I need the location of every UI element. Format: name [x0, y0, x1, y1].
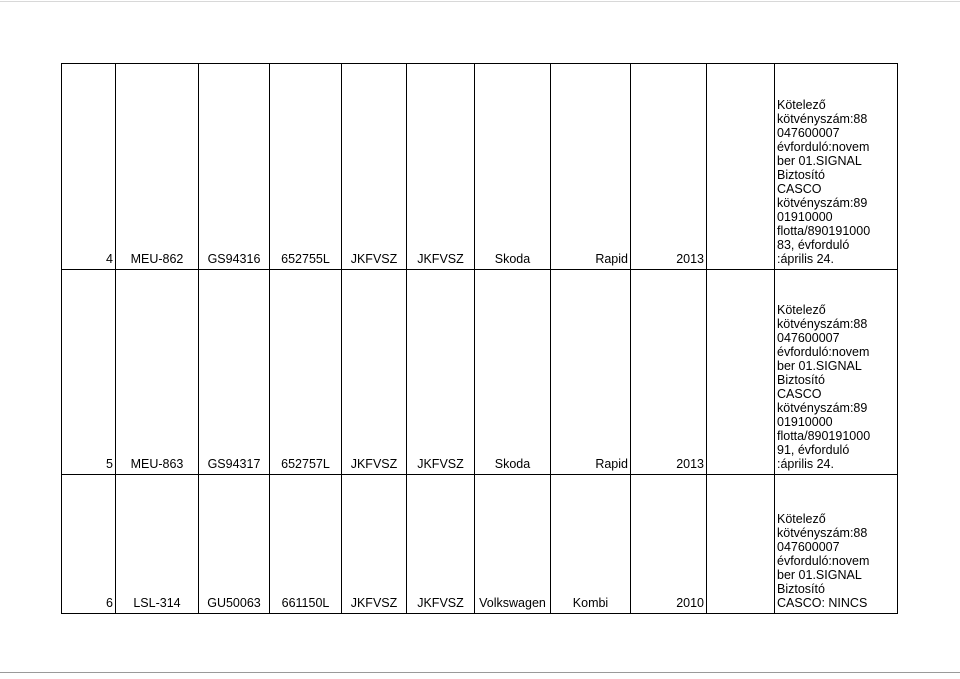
note-line: ber 01.SIGNAL — [777, 568, 862, 582]
note-line: CASCO: NINCS — [777, 596, 868, 610]
note-line: 01910000 — [777, 210, 833, 224]
owner: JKFVSZ — [342, 64, 407, 270]
note-line: Biztosító — [777, 373, 825, 387]
manufacture-year: 2013 — [631, 270, 707, 475]
registration-code: GU50063 — [199, 475, 270, 614]
serial-number: 661150L — [270, 475, 342, 614]
row-number: 4 — [62, 64, 116, 270]
owner: JKFVSZ — [342, 270, 407, 475]
note-line: Kötelező — [777, 512, 826, 526]
table-row — [62, 475, 898, 614]
note-line: flotta/890191000 — [777, 429, 871, 443]
vehicle-model: Kombi — [551, 475, 631, 614]
table-row — [62, 270, 898, 475]
note-line: évforduló:novem — [777, 345, 870, 359]
note-line: :április 24. — [777, 252, 834, 266]
empty-cell — [707, 64, 775, 270]
operator: JKFVSZ — [407, 475, 475, 614]
vehicle-make: Volkswagen — [475, 475, 551, 614]
note-line: 047600007 — [777, 126, 840, 140]
note-line: 01910000 — [777, 415, 833, 429]
note-line: kötvényszám:89 — [777, 196, 868, 210]
manufacture-year: 2010 — [631, 475, 707, 614]
owner: JKFVSZ — [342, 475, 407, 614]
license-plate: LSL-314 — [116, 475, 199, 614]
row-number: 5 — [62, 270, 116, 475]
note-line: évforduló:novem — [777, 140, 870, 154]
note-line: flotta/890191000 — [777, 224, 871, 238]
note-line: kötvényszám:89 — [777, 401, 868, 415]
empty-cell — [707, 270, 775, 475]
vehicle-table — [61, 63, 898, 614]
license-plate: MEU-863 — [116, 270, 199, 475]
operator: JKFVSZ — [407, 64, 475, 270]
note-line: Kötelező — [777, 98, 826, 112]
note-line: ber 01.SIGNAL — [777, 154, 862, 168]
note-line: 83, évforduló — [777, 238, 850, 252]
note-line: 91, évforduló — [777, 443, 850, 457]
table-row — [62, 64, 898, 270]
note-line: 047600007 — [777, 540, 840, 554]
vehicle-model: Rapid — [551, 64, 631, 270]
manufacture-year: 2013 — [631, 64, 707, 270]
note-line: kötvényszám:88 — [777, 317, 868, 331]
license-plate: MEU-862 — [116, 64, 199, 270]
vehicle-make: Skoda — [475, 270, 551, 475]
registration-code: GS94316 — [199, 64, 270, 270]
row-number: 6 — [62, 475, 116, 614]
note-line: Kötelező — [777, 303, 826, 317]
scan-bottom-line — [0, 672, 960, 673]
vehicle-model: Rapid — [551, 270, 631, 475]
note-line: évforduló:novem — [777, 554, 870, 568]
serial-number: 652757L — [270, 270, 342, 475]
insurance-note — [775, 475, 898, 614]
note-line: 047600007 — [777, 331, 840, 345]
empty-cell — [707, 475, 775, 614]
note-line: Biztosító — [777, 582, 825, 596]
registration-code: GS94317 — [199, 270, 270, 475]
serial-number: 652755L — [270, 64, 342, 270]
note-line: Biztosító — [777, 168, 825, 182]
vehicle-make: Skoda — [475, 64, 551, 270]
note-line: CASCO — [777, 387, 822, 401]
note-line: CASCO — [777, 182, 822, 196]
note-line: kötvényszám:88 — [777, 526, 868, 540]
insurance-note — [775, 270, 898, 475]
note-line: ber 01.SIGNAL — [777, 359, 862, 373]
operator: JKFVSZ — [407, 270, 475, 475]
note-line: :április 24. — [777, 457, 834, 471]
scan-edge-line — [0, 1, 960, 2]
note-line: kötvényszám:88 — [777, 112, 868, 126]
insurance-note — [775, 64, 898, 270]
